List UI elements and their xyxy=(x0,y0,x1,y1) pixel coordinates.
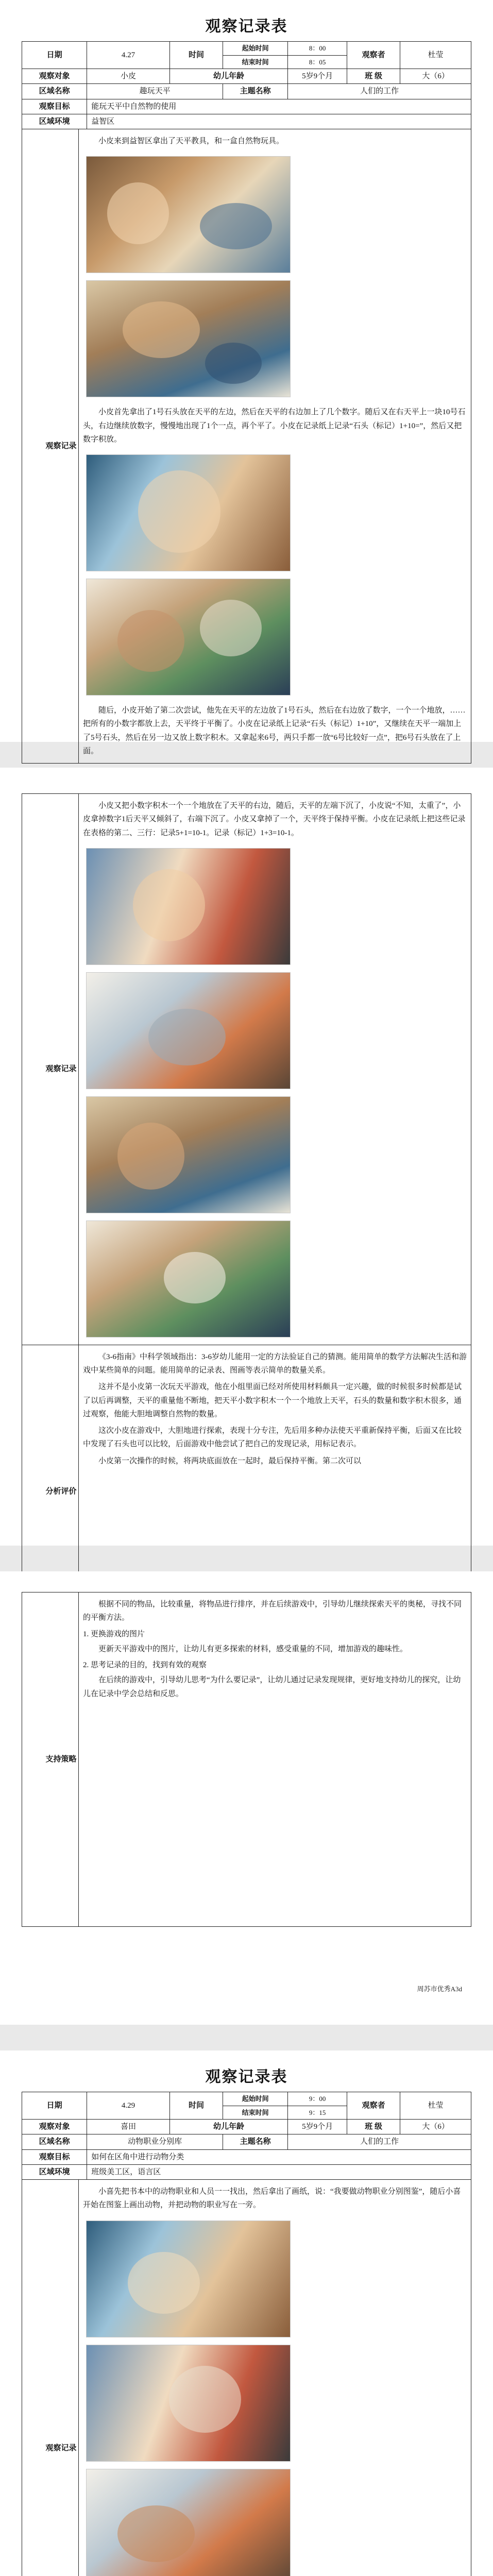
start-time-value: 8：00 xyxy=(288,42,347,56)
area-value-2: 动物职业分别库 xyxy=(87,2134,223,2149)
page-4 xyxy=(0,2050,493,2576)
observer-value-2: 杜莹 xyxy=(400,2092,471,2120)
photo-child-drawing-1 xyxy=(86,2221,291,2337)
strategy-heading-2: 2. 思考记录的目的，找到有效的观察 xyxy=(83,1661,207,1669)
time-label-2: 时间 xyxy=(169,2092,223,2120)
record-continued-label: 观察记录 xyxy=(22,794,79,1345)
end-time-label: 结束时间 xyxy=(223,55,288,69)
date-value: 4.27 xyxy=(87,42,170,69)
page-3 xyxy=(0,1571,493,2025)
strategy-heading-1: 1. 更换游戏的图片 xyxy=(83,1630,145,1638)
strategy-paragraph-2: 更新天平游戏中的图片，让幼儿有更多探索的材料，感受重量的不同，增加游戏的趣味性。 xyxy=(98,1645,408,1653)
record-paragraph-2: 小皮首先拿出了1号石头放在天平的左边，然后在天平的右边加上了几个数字。随后又在右天平上一块10号石头，右边继续放数字，慢慢地出现了1个一点，再个平了。小皮在记录纸上记录“石头（标记）1+10=”，然后又把数字积放。 xyxy=(83,408,466,444)
observation-record-section xyxy=(22,129,471,764)
record-paragraph-1: 小皮来到益智区拿出了天平教具，和一盒自然物玩具。 xyxy=(98,137,284,146)
theme-label: 主题名称 xyxy=(223,84,288,99)
end-time-value: 8：05 xyxy=(288,55,347,69)
observation-table-header xyxy=(22,41,471,129)
analysis-paragraph-4: 小皮第一次操作的时候，将两块底面放在一起时，最后保持平衡。第二次可以 xyxy=(98,1456,362,1465)
photo-group-1 xyxy=(83,151,467,402)
end-time-value-2: 9：15 xyxy=(288,2106,347,2120)
record-paragraph-3: 随后，小皮开始了第二次尝试，他先在天平的左边放了1号石头，然后在右边放了数字，一个一个地放，……把所有的小数字都放上去，天平终于平衡了。小皮在记录纸上记录“石头（标记）1+10”，又继续在天平一端加上了5号石头，然后在另一边又放上数字积木。又拿起来6号，两只手都一放“6号比较好一点”，把6号石头放在了上面。 xyxy=(83,706,466,755)
date-value-2: 4.29 xyxy=(87,2092,170,2120)
date-label-2: 日期 xyxy=(22,2092,87,2120)
photo-child-balance-4 xyxy=(86,579,291,696)
document-signature: 周苏市优秀A3d xyxy=(417,1985,462,1993)
record-continued-section xyxy=(22,793,471,1638)
start-time-label-2: 起始时间 xyxy=(223,2092,288,2106)
area-label-2: 区域名称 xyxy=(22,2134,87,2149)
env-label: 区域环境 xyxy=(22,114,87,129)
age-value-2: 5岁9个月 xyxy=(288,2120,347,2134)
photo-child-balance-2 xyxy=(86,280,291,397)
start-time-label: 起始时间 xyxy=(223,42,288,56)
record-label-2: 观察记录 xyxy=(22,2180,79,2576)
theme-value-2: 人们的工作 xyxy=(288,2134,471,2149)
strategy-label: 支持策略 xyxy=(22,1592,79,1927)
photo-child-drawing-3 xyxy=(86,2469,291,2576)
theme-value: 人们的工作 xyxy=(288,84,471,99)
record-intro-2: 小喜先把书本中的动物职业和人员一一找出，然后拿出了画纸，说：“我要做动物职业分别图鉴”，随后小喜开始在图鉴上画出动物，并把动物的职业写在一旁。 xyxy=(83,2188,461,2210)
page-2 xyxy=(0,768,493,1546)
analysis-paragraph-3: 这次小皮在游戏中，大胆地进行探索，表现十分专注，先后用多种办法使天平重新保持平衡，后面又在比较中发现了石头也可以比较，后面游戏中他尝试了把自己的发现记录，用标记表示。 xyxy=(83,1427,462,1449)
env-value: 益智区 xyxy=(87,114,471,129)
age-label: 幼儿年龄 xyxy=(169,69,287,84)
photo-child-balance-7 xyxy=(86,1096,291,1213)
strategy-section xyxy=(22,1592,471,1927)
observer-label: 观察者 xyxy=(347,42,400,69)
photo-child-balance-3 xyxy=(86,454,291,571)
age-label-2: 幼儿年龄 xyxy=(169,2120,287,2134)
subject-value: 小皮 xyxy=(87,69,170,84)
env-value-2: 班级美工区，语言区 xyxy=(87,2164,471,2179)
class-value-2: 大（6） xyxy=(400,2120,471,2134)
goal-value-2: 如何在区角中进行动物分类 xyxy=(87,2149,471,2164)
photo-child-drawing-2 xyxy=(86,2345,291,2462)
theme-label-2: 主题名称 xyxy=(223,2134,288,2149)
start-time-value-2: 9：00 xyxy=(288,2092,347,2106)
goal-label-2: 观察目标 xyxy=(22,2149,87,2164)
subject-label-2: 观察对象 xyxy=(22,2120,87,2134)
observation-record-section-2 xyxy=(22,2180,471,2576)
end-time-label-2: 结束时间 xyxy=(223,2106,288,2120)
class-value: 大（6） xyxy=(400,69,471,84)
observer-label-2: 观察者 xyxy=(347,2092,400,2120)
analysis-paragraph-2: 这并不是小皮第一次玩天平游戏，他在小组里面已经对所使用材料颇具一定兴趣，做的时候很多时候都是试了以后再调整，天平的重量他不断地，把天平小数字积木一个一个地放上天平，石头的数量和数字积木很多，通过观察，他能大胆地调整自然物的数量。 xyxy=(83,1383,462,1418)
record-label: 观察记录 xyxy=(22,129,79,764)
goal-value: 能玩天平中自然物的使用 xyxy=(87,99,471,114)
analysis-paragraph-1: 《3-6指南》中科学领域指出：3-6岁幼儿能用一定的方法验证自己的猜测。能用简单的数学方法解决生活和游戏中某些简单的问题。能用简单的记录表、图画等表示简单的数量关系。 xyxy=(83,1352,467,1375)
document-title: 观察记录表 xyxy=(205,18,288,35)
photo-group-3 xyxy=(83,843,467,1343)
observer-value: 杜莹 xyxy=(400,42,471,69)
analysis-label: 分析评价 xyxy=(22,1345,79,1638)
age-value: 5岁9个月 xyxy=(288,69,347,84)
class-label-2: 班 级 xyxy=(347,2120,400,2134)
document-title-2: 观察记录表 xyxy=(205,2069,288,2086)
photo-group-4 xyxy=(83,2215,467,2576)
photo-group-2 xyxy=(83,449,467,701)
photo-child-balance-1 xyxy=(86,156,291,273)
strategy-paragraph-1: 根据不同的物品，比较重量，将物品进行排序，并在后续游戏中，引导幼儿继续探索天平的奥秘，寻找不同的平衡方法。 xyxy=(83,1600,462,1622)
observation-table-header-2 xyxy=(22,2092,471,2180)
photo-record-sheet xyxy=(86,1221,291,1337)
env-label-2: 区域环境 xyxy=(22,2164,87,2179)
subject-value-2: 喜田 xyxy=(87,2120,170,2134)
photo-child-balance-6 xyxy=(86,972,291,1089)
class-label: 班 级 xyxy=(347,69,400,84)
page-1 xyxy=(0,0,493,755)
time-label: 时间 xyxy=(169,42,223,69)
photo-child-balance-5 xyxy=(86,848,291,965)
date-label: 日期 xyxy=(22,42,87,69)
subject-label: 观察对象 xyxy=(22,69,87,84)
goal-label: 观察目标 xyxy=(22,99,87,114)
area-label: 区域名称 xyxy=(22,84,87,99)
strategy-paragraph-3: 在后续的游戏中，引导幼儿思考“为什么要记录”，让幼儿通过记录发现规律，更好地支持幼儿的探究，让幼儿在记录中学会总结和反思。 xyxy=(83,1676,461,1698)
area-value: 趣玩天平 xyxy=(87,84,223,99)
record-paragraph-4: 小皮又把小数字积木一个一个地放在了天平的右边，随后，天平的左端下沉了，小皮说“不知，太重了”，小皮拿掉数字1后天平又倾斜了，右端下沉了。小皮又拿掉了一个，天平终于保持平衡。小皮在记录纸上把这些记录在表格的第二、三行：记录5+1=10-1。记录（标记）1+3=10-1。 xyxy=(83,802,466,837)
